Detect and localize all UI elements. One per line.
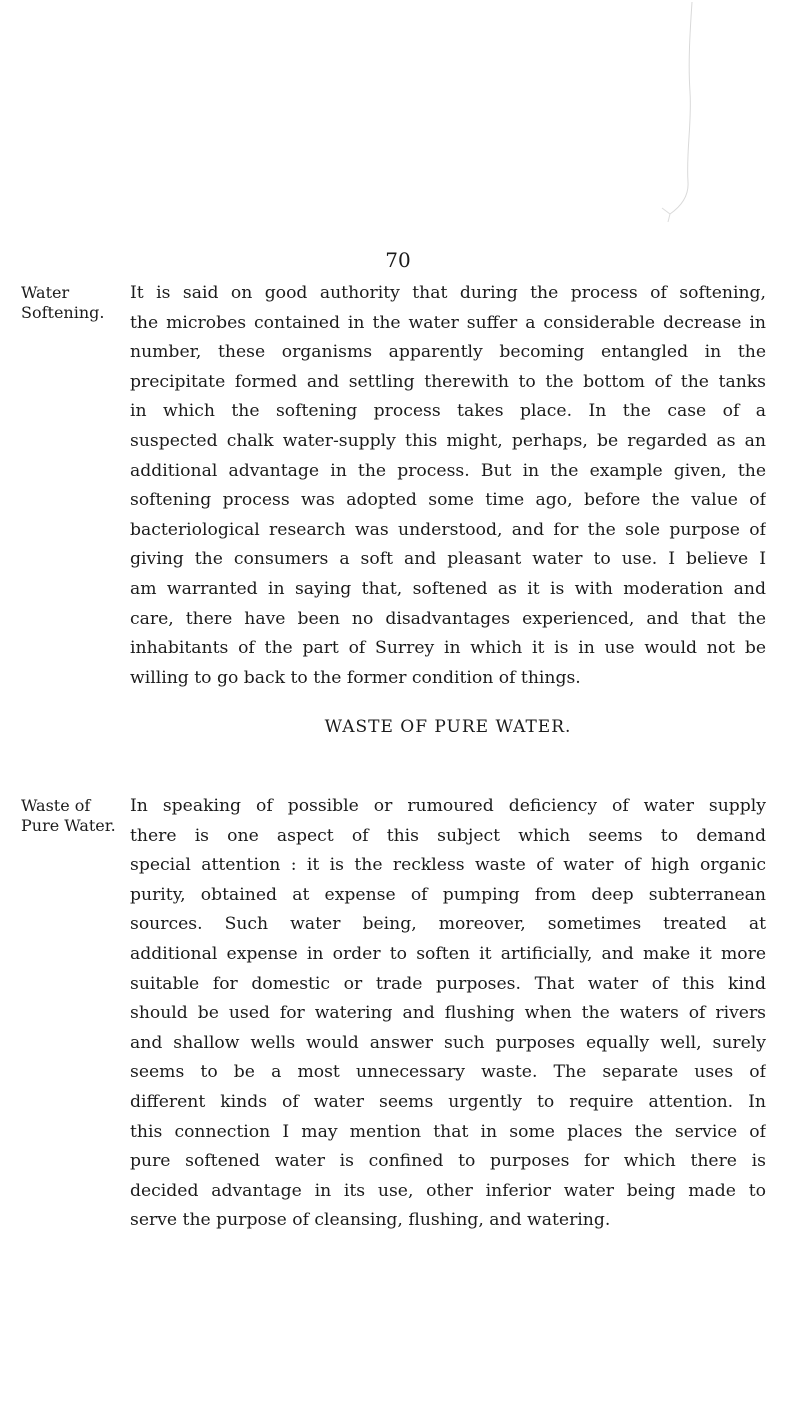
text-line: bacteriological research was understood, and for the sole purpose of: [130, 519, 766, 540]
text-line: the microbes contained in the water suffer a considerable decrease in: [130, 312, 766, 333]
text-line: in which the softening process takes place. In the case of a: [130, 401, 766, 422]
text-line: additional expense in order to soften it artificially, and make it more: [130, 943, 766, 964]
page-number: 70: [385, 248, 411, 272]
margin-note-line: Waste of: [21, 796, 91, 815]
text-line: different kinds of water seems urgently to require attention. In: [130, 1091, 766, 1112]
text-line: seems to be a most unnecessary waste. The separate uses of: [130, 1062, 766, 1083]
text-line: giving the consumers a soft and pleasant water to use. I believe I: [130, 549, 766, 570]
text-line: should be used for watering and flushing when the waters of rivers: [130, 1003, 766, 1024]
text-line: willing to go back to the former condition of things.: [130, 667, 581, 688]
section-heading-waste-of-pure-water: WASTE OF PURE WATER.: [324, 717, 572, 737]
margin-note-waste-of-pure-water: [21, 796, 117, 836]
margin-note-line: Pure Water.: [21, 816, 116, 835]
text-line: this connection I may mention that in some places the service of: [130, 1121, 766, 1142]
text-line: precipitate formed and settling therewith to the bottom of the tanks: [130, 371, 766, 392]
text-line: pure softened water is confined to purposes for which there is: [130, 1151, 766, 1172]
paragraph-waste-of-pure-water: [130, 792, 766, 1236]
text-line: decided advantage in its use, other inferior water being made to: [130, 1180, 766, 1201]
text-line: additional advantage in the process. But in the example given, the: [130, 460, 766, 481]
margin-note-line: Water: [21, 283, 70, 302]
margin-note-water-softening: [21, 283, 117, 323]
text-line: sources. Such water being, moreover, sometimes treated at: [130, 914, 766, 935]
text-line: In speaking of possible or rumoured deficiency of water supply: [130, 796, 766, 816]
text-line: It is said on good authority that during the process of softening,: [130, 283, 766, 303]
text-line: softening process was adopted some time ago, before the value of: [130, 490, 766, 511]
text-line: there is one aspect of this subject which seems to demand: [130, 825, 766, 846]
text-line: suitable for domestic or trade purposes. That water of this kind: [130, 973, 766, 994]
text-line: and shallow wells would answer such purposes equally well, surely: [130, 1032, 766, 1053]
text-line: suspected chalk water-supply this might, perhaps, be regarded as an: [130, 430, 766, 451]
paragraph-water-softening: [130, 279, 766, 693]
text-line: purity, obtained at expense of pumping from deep subterranean: [130, 884, 766, 905]
show-through-mark: [640, 2, 720, 222]
margin-note-line: Softening.: [21, 303, 105, 322]
text-line: am warranted in saying that, softened as it is with moderation and: [130, 578, 766, 599]
text-line: special attention : it is the reckless waste of water of high organic: [130, 855, 766, 876]
text-line: inhabitants of the part of Surrey in which it is in use would not be: [130, 638, 766, 659]
text-line: number, these organisms apparently becoming entangled in the: [130, 342, 766, 363]
text-line: serve the purpose of cleansing, flushing, and watering.: [130, 1210, 611, 1231]
text-line: care, there have been no disadvantages experienced, and that the: [130, 608, 766, 629]
